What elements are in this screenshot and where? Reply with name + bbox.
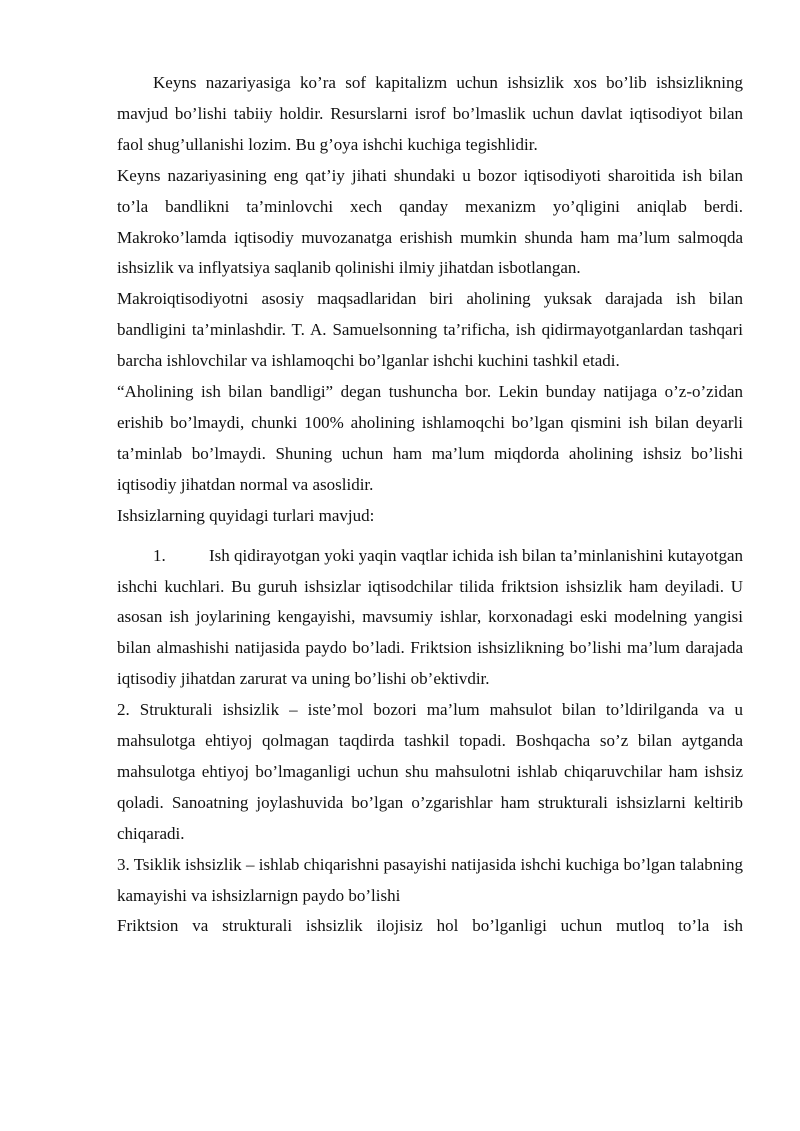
paragraph-macroeconomics-goals: Makroiqtisodiyotni asosiy maqsadlaridan biri aholining yuksak darajada ish bilan bandligini ta’minlashdir. T. A. Samuelsonning ta’rificha, ish qidirmayotganlardan tashqari barcha ishlovchilar va ishlamoqchi bo’lganlar ishchi kuchini tashkil etadi. bbox=[117, 289, 743, 371]
paragraph-keynes-capitalism: Keyns nazariyasiga ko’ra sof kapitalizm uchun ishsizlik xos bo’lib ishsizlikning mavjud bo’lishi tabiiy holdir. Resurslarni isrof bo’lmaslik uchun davlat iqtisodiyot bilan faol shug’ullanishi lozim. Bu g’oya ishchi kuchiga tegishlidir. bbox=[117, 73, 743, 154]
list-item-structural: 2. Strukturali ishsizlik – iste’mol bozori ma’lum mahsulot bilan to’ldirilganda va u mahsulotga ehtiyoj qolmagan taqdirda tashkil topadi. Boshqacha so’z bilan aytganda mahsulotga ehtiyoj bo’lmaganligi uchun shu mahsulotni ishlab chiqaruvchilar ham ishsiz qoladi. Sanoatning joylashuvida bo’lgan o’zgarishlar ham strukturali ishsizlarni keltirib chiqaradi. bbox=[117, 700, 743, 843]
list-item-frictional bbox=[117, 541, 743, 696]
paragraph-keynes-employment: Keyns nazariyasining eng qat’iy jihati shundaki u bozor iqtisodiyoti sharoitida ish bilan to’la bandlikni ta’minlovchi xech qanday mexanizm yo’qligini aniqlab berdi. Makroko’lamda iqtisodiy muvozanatga erishish mumkin shunda ham ma’lum salmoqda ishsizlik va inflyatsiya saqlanib qolinishi ilmiy jihatdan isbotlangan. bbox=[117, 165, 743, 278]
list-item-text: Ish qidirayotgan yoki yaqin vaqtlar ichida ish bilan ta’minlanishini kutayotgan ishchi kuchlari. Bu guruh ishsizlar iqtisodchilar tilida friktsion ishsizlik ham deyiladi. U asosan ish joylarining kengayishi, mavsumiy ishlar, korxonadagi eski modelning yangisi bilan almashishi natijasida paydo bo’ladi. Friktsion ishsizlikning bo’lishi ma’lum darajada iqtisodiy jihatdan zarurat va uning bo’lishi ob’ektivdir. bbox=[117, 545, 743, 689]
list-item-number: 1. bbox=[153, 545, 166, 565]
paragraph-closing: Friktsion va strukturali ishsizlik ilojisiz hol bo’lganligi uchun mutloq to’la ish bbox=[117, 916, 743, 936]
paragraph-employment-concept: “Aholining ish bilan bandligi” degan tushuncha bor. Lekin bunday natijaga o’z-o’zidan erishib bo’lmaydi, chunki 100% aholining ishlamoqchi bo’lgan qismini ish bilan deyarli ta’minlab bo’lmaydi. Shuning uchun ham ma’lum miqdorda aholining ishsiz bo’lishi iqtisodiy jihatdan normal va asoslidir. bbox=[117, 382, 743, 494]
list-item-cyclical: 3. Tsiklik ishsizlik – ishlab chiqarishni pasayishi natijasida ishchi kuchiga bo’lgan talabning kamayishi va ishsizlarnign paydo bo’lishi bbox=[117, 854, 743, 905]
paragraph-unemployment-types-intro: Ishsizlarning quyidagi turlari mavjud: bbox=[117, 505, 375, 525]
document-page bbox=[117, 68, 743, 942]
